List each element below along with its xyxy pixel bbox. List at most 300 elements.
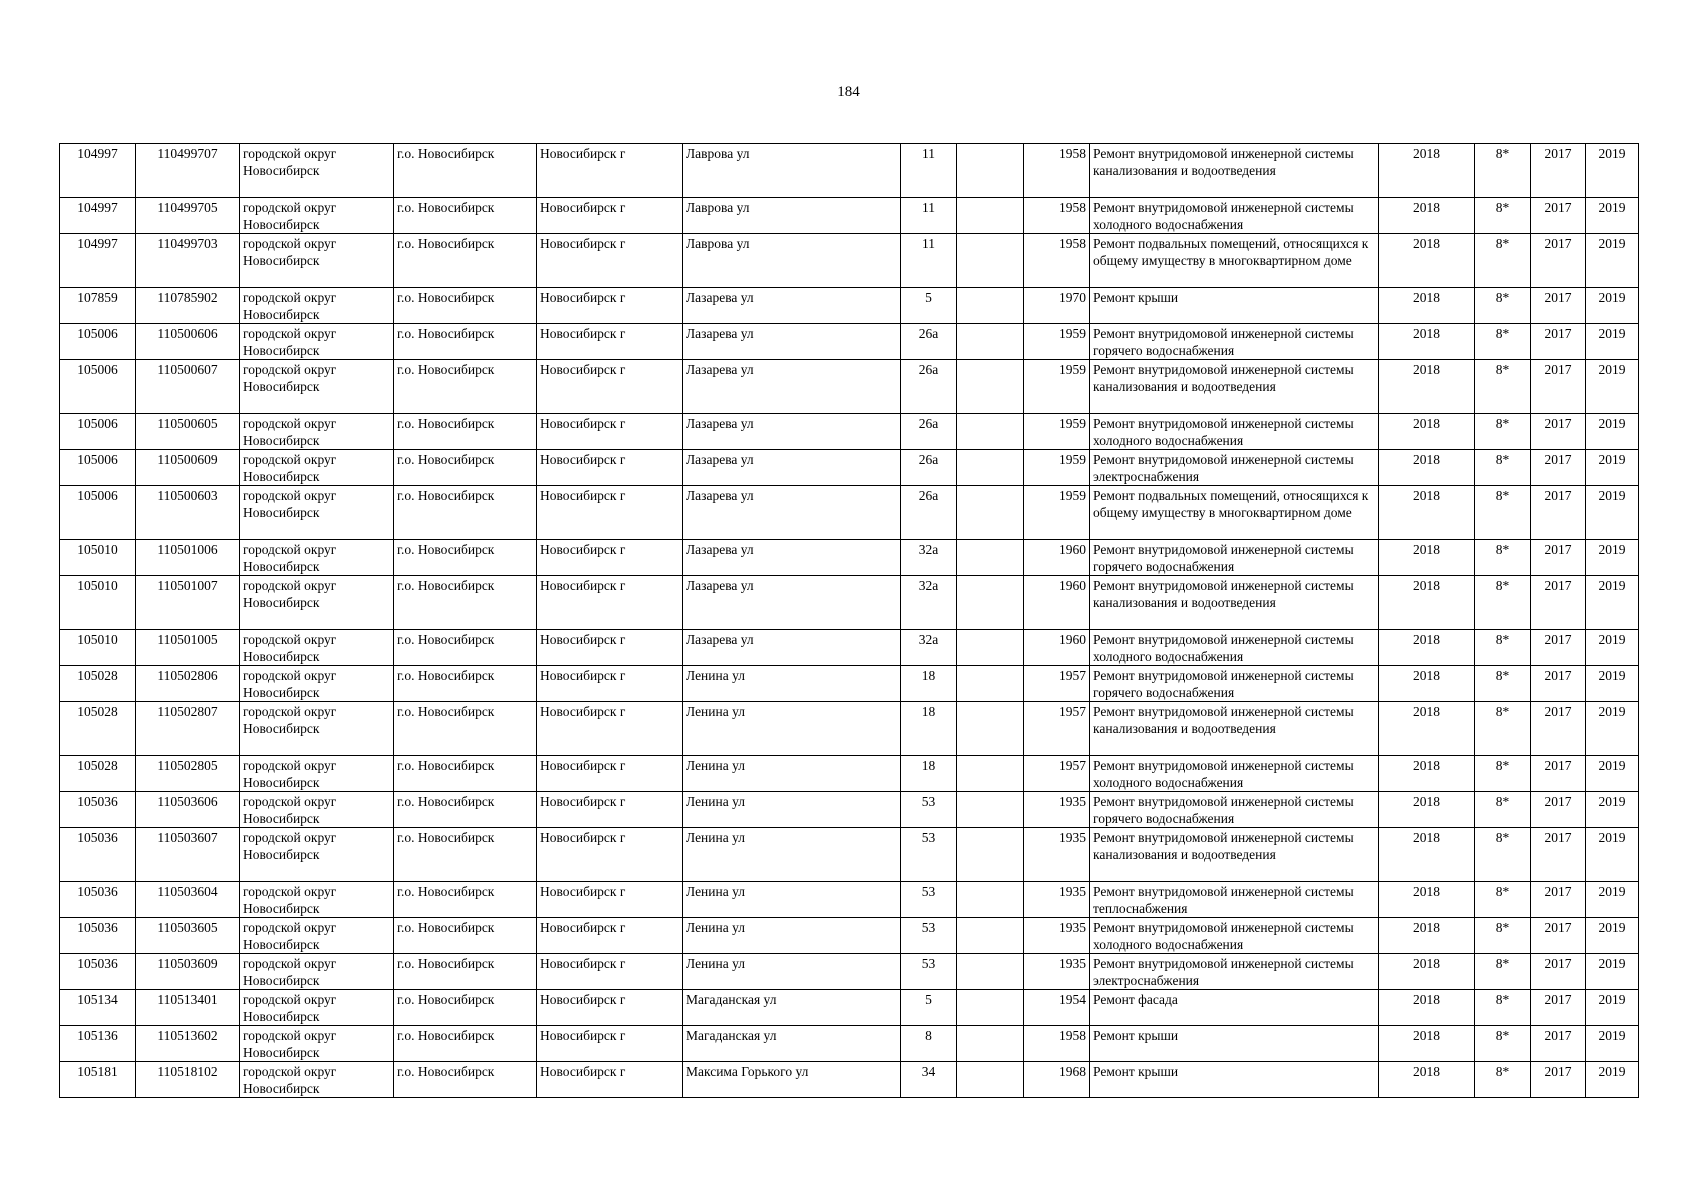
- settlement-cell: Новосибирск г: [537, 882, 683, 918]
- table-row: [60, 450, 1639, 486]
- house-number-cell: 53: [901, 954, 957, 990]
- note-cell: 8*: [1475, 450, 1531, 486]
- work-type-cell: Ремонт внутридомовой инженерной системы канализования и водоотведения: [1090, 828, 1379, 882]
- settlement-cell: Новосибирск г: [537, 198, 683, 234]
- house-number-cell: 5: [901, 288, 957, 324]
- work-type-cell: Ремонт внутридомовой инженерной системы канализования и водоотведения: [1090, 702, 1379, 756]
- work-type-cell: Ремонт крыши: [1090, 288, 1379, 324]
- period-start-cell: 2017: [1531, 702, 1586, 756]
- table-body: [60, 144, 1639, 1098]
- municipality-cell: городской округ Новосибирск: [240, 144, 394, 198]
- period-start-cell: 2017: [1531, 882, 1586, 918]
- note-cell: 8*: [1475, 666, 1531, 702]
- table-row: [60, 414, 1639, 450]
- plan-year-cell: 2018: [1379, 828, 1475, 882]
- building-cell: [957, 828, 1024, 882]
- period-end-cell: 2019: [1586, 918, 1639, 954]
- note-cell: 8*: [1475, 954, 1531, 990]
- house-number-cell: 26а: [901, 324, 957, 360]
- build-year-cell: 1957: [1024, 702, 1090, 756]
- building-cell: [957, 414, 1024, 450]
- note-cell: 8*: [1475, 198, 1531, 234]
- period-start-cell: 2017: [1531, 450, 1586, 486]
- work-id-cell: 110503605: [136, 918, 240, 954]
- building-cell: [957, 792, 1024, 828]
- period-start-cell: 2017: [1531, 756, 1586, 792]
- table-row: [60, 918, 1639, 954]
- street-cell: Лазарева ул: [683, 324, 901, 360]
- table-row: [60, 144, 1639, 198]
- building-cell: [957, 630, 1024, 666]
- table-row: [60, 882, 1639, 918]
- street-cell: Лаврова ул: [683, 234, 901, 288]
- work-type-cell: Ремонт подвальных помещений, относящихся к общему имуществу в многоквартирном доме: [1090, 234, 1379, 288]
- district-cell: г.о. Новосибирск: [394, 702, 537, 756]
- plan-year-cell: 2018: [1379, 414, 1475, 450]
- street-cell: Лазарева ул: [683, 414, 901, 450]
- table-row: [60, 630, 1639, 666]
- building-cell: [957, 954, 1024, 990]
- settlement-cell: Новосибирск г: [537, 360, 683, 414]
- note-cell: 8*: [1475, 234, 1531, 288]
- municipality-cell: городской округ Новосибирск: [240, 918, 394, 954]
- municipality-cell: городской округ Новосибирск: [240, 954, 394, 990]
- work-id-cell: 110503609: [136, 954, 240, 990]
- period-end-cell: 2019: [1586, 702, 1639, 756]
- note-cell: 8*: [1475, 324, 1531, 360]
- street-cell: Магаданская ул: [683, 1026, 901, 1062]
- build-year-cell: 1958: [1024, 144, 1090, 198]
- period-start-cell: 2017: [1531, 792, 1586, 828]
- street-cell: Ленина ул: [683, 792, 901, 828]
- building-cell: [957, 360, 1024, 414]
- note-cell: 8*: [1475, 918, 1531, 954]
- plan-year-cell: 2018: [1379, 954, 1475, 990]
- district-cell: г.о. Новосибирск: [394, 1026, 537, 1062]
- district-cell: г.о. Новосибирск: [394, 954, 537, 990]
- build-year-cell: 1968: [1024, 1062, 1090, 1098]
- period-end-cell: 2019: [1586, 324, 1639, 360]
- district-cell: г.о. Новосибирск: [394, 414, 537, 450]
- municipality-cell: городской округ Новосибирск: [240, 234, 394, 288]
- build-year-cell: 1935: [1024, 918, 1090, 954]
- house-id-cell: 105006: [60, 360, 136, 414]
- street-cell: Лазарева ул: [683, 576, 901, 630]
- work-type-cell: Ремонт внутридомовой инженерной системы горячего водоснабжения: [1090, 324, 1379, 360]
- house-id-cell: 107859: [60, 288, 136, 324]
- build-year-cell: 1959: [1024, 360, 1090, 414]
- street-cell: Максима Горького ул: [683, 1062, 901, 1098]
- house-id-cell: 105028: [60, 666, 136, 702]
- district-cell: г.о. Новосибирск: [394, 630, 537, 666]
- plan-year-cell: 2018: [1379, 198, 1475, 234]
- table-row: [60, 756, 1639, 792]
- house-number-cell: 26а: [901, 414, 957, 450]
- house-number-cell: 11: [901, 234, 957, 288]
- house-id-cell: 105036: [60, 828, 136, 882]
- house-number-cell: 11: [901, 144, 957, 198]
- note-cell: 8*: [1475, 144, 1531, 198]
- settlement-cell: Новосибирск г: [537, 702, 683, 756]
- build-year-cell: 1960: [1024, 540, 1090, 576]
- note-cell: 8*: [1475, 630, 1531, 666]
- plan-year-cell: 2018: [1379, 990, 1475, 1026]
- work-type-cell: Ремонт внутридомовой инженерной системы холодного водоснабжения: [1090, 414, 1379, 450]
- house-id-cell: 105036: [60, 954, 136, 990]
- work-id-cell: 110518102: [136, 1062, 240, 1098]
- municipality-cell: городской округ Новосибирск: [240, 360, 394, 414]
- district-cell: г.о. Новосибирск: [394, 576, 537, 630]
- work-id-cell: 110513401: [136, 990, 240, 1026]
- period-end-cell: 2019: [1586, 360, 1639, 414]
- plan-year-cell: 2018: [1379, 792, 1475, 828]
- district-cell: г.о. Новосибирск: [394, 828, 537, 882]
- municipality-cell: городской округ Новосибирск: [240, 666, 394, 702]
- table-row: [60, 234, 1639, 288]
- period-start-cell: 2017: [1531, 666, 1586, 702]
- build-year-cell: 1935: [1024, 882, 1090, 918]
- work-id-cell: 110503604: [136, 882, 240, 918]
- building-cell: [957, 324, 1024, 360]
- building-cell: [957, 234, 1024, 288]
- building-cell: [957, 882, 1024, 918]
- house-number-cell: 32а: [901, 630, 957, 666]
- house-id-cell: 105181: [60, 1062, 136, 1098]
- settlement-cell: Новосибирск г: [537, 324, 683, 360]
- house-id-cell: 105134: [60, 990, 136, 1026]
- municipality-cell: городской округ Новосибирск: [240, 450, 394, 486]
- period-start-cell: 2017: [1531, 360, 1586, 414]
- period-start-cell: 2017: [1531, 1026, 1586, 1062]
- work-type-cell: Ремонт внутридомовой инженерной системы электроснабжения: [1090, 450, 1379, 486]
- work-id-cell: 110503607: [136, 828, 240, 882]
- period-end-cell: 2019: [1586, 144, 1639, 198]
- district-cell: г.о. Новосибирск: [394, 324, 537, 360]
- municipality-cell: городской округ Новосибирск: [240, 702, 394, 756]
- municipality-cell: городской округ Новосибирск: [240, 540, 394, 576]
- house-id-cell: 105006: [60, 450, 136, 486]
- period-end-cell: 2019: [1586, 450, 1639, 486]
- note-cell: 8*: [1475, 1062, 1531, 1098]
- settlement-cell: Новосибирск г: [537, 234, 683, 288]
- plan-year-cell: 2018: [1379, 918, 1475, 954]
- district-cell: г.о. Новосибирск: [394, 918, 537, 954]
- work-type-cell: Ремонт подвальных помещений, относящихся к общему имуществу в многоквартирном доме: [1090, 486, 1379, 540]
- district-cell: г.о. Новосибирск: [394, 450, 537, 486]
- work-type-cell: Ремонт внутридомовой инженерной системы электроснабжения: [1090, 954, 1379, 990]
- district-cell: г.о. Новосибирск: [394, 144, 537, 198]
- house-number-cell: 11: [901, 198, 957, 234]
- house-id-cell: 105036: [60, 918, 136, 954]
- building-cell: [957, 450, 1024, 486]
- building-cell: [957, 918, 1024, 954]
- street-cell: Лазарева ул: [683, 360, 901, 414]
- settlement-cell: Новосибирск г: [537, 954, 683, 990]
- table-row: [60, 288, 1639, 324]
- work-type-cell: Ремонт внутридомовой инженерной системы горячего водоснабжения: [1090, 666, 1379, 702]
- building-cell: [957, 990, 1024, 1026]
- work-id-cell: 110499703: [136, 234, 240, 288]
- period-start-cell: 2017: [1531, 1062, 1586, 1098]
- work-type-cell: Ремонт крыши: [1090, 1026, 1379, 1062]
- note-cell: 8*: [1475, 756, 1531, 792]
- table-row: [60, 792, 1639, 828]
- work-id-cell: 110502805: [136, 756, 240, 792]
- work-id-cell: 110500606: [136, 324, 240, 360]
- build-year-cell: 1970: [1024, 288, 1090, 324]
- period-end-cell: 2019: [1586, 414, 1639, 450]
- work-type-cell: Ремонт внутридомовой инженерной системы холодного водоснабжения: [1090, 630, 1379, 666]
- table-row: [60, 702, 1639, 756]
- work-id-cell: 110513602: [136, 1026, 240, 1062]
- house-number-cell: 26а: [901, 360, 957, 414]
- plan-year-cell: 2018: [1379, 576, 1475, 630]
- street-cell: Ленина ул: [683, 702, 901, 756]
- street-cell: Лаврова ул: [683, 198, 901, 234]
- plan-year-cell: 2018: [1379, 666, 1475, 702]
- build-year-cell: 1960: [1024, 576, 1090, 630]
- municipality-cell: городской округ Новосибирск: [240, 1062, 394, 1098]
- period-end-cell: 2019: [1586, 990, 1639, 1026]
- house-id-cell: 104997: [60, 198, 136, 234]
- period-end-cell: 2019: [1586, 630, 1639, 666]
- settlement-cell: Новосибирск г: [537, 630, 683, 666]
- settlement-cell: Новосибирск г: [537, 1062, 683, 1098]
- district-cell: г.о. Новосибирск: [394, 792, 537, 828]
- municipality-cell: городской округ Новосибирск: [240, 756, 394, 792]
- settlement-cell: Новосибирск г: [537, 792, 683, 828]
- house-number-cell: 5: [901, 990, 957, 1026]
- build-year-cell: 1935: [1024, 828, 1090, 882]
- municipality-cell: городской округ Новосибирск: [240, 198, 394, 234]
- settlement-cell: Новосибирск г: [537, 540, 683, 576]
- build-year-cell: 1959: [1024, 324, 1090, 360]
- work-id-cell: 110501006: [136, 540, 240, 576]
- work-id-cell: 110501007: [136, 576, 240, 630]
- house-id-cell: 105028: [60, 756, 136, 792]
- plan-year-cell: 2018: [1379, 702, 1475, 756]
- house-id-cell: 105010: [60, 540, 136, 576]
- settlement-cell: Новосибирск г: [537, 666, 683, 702]
- plan-year-cell: 2018: [1379, 486, 1475, 540]
- work-id-cell: 110499705: [136, 198, 240, 234]
- building-cell: [957, 540, 1024, 576]
- work-id-cell: 110501005: [136, 630, 240, 666]
- period-end-cell: 2019: [1586, 828, 1639, 882]
- build-year-cell: 1957: [1024, 666, 1090, 702]
- house-id-cell: 105006: [60, 486, 136, 540]
- period-start-cell: 2017: [1531, 990, 1586, 1026]
- district-cell: г.о. Новосибирск: [394, 540, 537, 576]
- building-cell: [957, 666, 1024, 702]
- district-cell: г.о. Новосибирск: [394, 234, 537, 288]
- work-type-cell: Ремонт крыши: [1090, 1062, 1379, 1098]
- settlement-cell: Новосибирск г: [537, 1026, 683, 1062]
- table-row: [60, 666, 1639, 702]
- district-cell: г.о. Новосибирск: [394, 486, 537, 540]
- building-cell: [957, 756, 1024, 792]
- house-number-cell: 34: [901, 1062, 957, 1098]
- work-type-cell: Ремонт фасада: [1090, 990, 1379, 1026]
- period-start-cell: 2017: [1531, 540, 1586, 576]
- note-cell: 8*: [1475, 990, 1531, 1026]
- house-id-cell: 105006: [60, 324, 136, 360]
- house-number-cell: 32а: [901, 576, 957, 630]
- plan-year-cell: 2018: [1379, 882, 1475, 918]
- period-end-cell: 2019: [1586, 576, 1639, 630]
- repair-schedule-table: [59, 143, 1639, 1098]
- settlement-cell: Новосибирск г: [537, 144, 683, 198]
- municipality-cell: городской округ Новосибирск: [240, 288, 394, 324]
- note-cell: 8*: [1475, 702, 1531, 756]
- building-cell: [957, 144, 1024, 198]
- municipality-cell: городской округ Новосибирск: [240, 414, 394, 450]
- period-start-cell: 2017: [1531, 234, 1586, 288]
- work-id-cell: 110785902: [136, 288, 240, 324]
- plan-year-cell: 2018: [1379, 144, 1475, 198]
- street-cell: Лазарева ул: [683, 630, 901, 666]
- period-start-cell: 2017: [1531, 144, 1586, 198]
- street-cell: Ленина ул: [683, 954, 901, 990]
- district-cell: г.о. Новосибирск: [394, 360, 537, 414]
- plan-year-cell: 2018: [1379, 450, 1475, 486]
- note-cell: 8*: [1475, 288, 1531, 324]
- plan-year-cell: 2018: [1379, 540, 1475, 576]
- work-id-cell: 110500605: [136, 414, 240, 450]
- municipality-cell: городской округ Новосибирск: [240, 630, 394, 666]
- house-number-cell: 53: [901, 882, 957, 918]
- district-cell: г.о. Новосибирск: [394, 666, 537, 702]
- work-type-cell: Ремонт внутридомовой инженерной системы теплоснабжения: [1090, 882, 1379, 918]
- table-row: [60, 990, 1639, 1026]
- street-cell: Ленина ул: [683, 918, 901, 954]
- municipality-cell: городской округ Новосибирск: [240, 792, 394, 828]
- settlement-cell: Новосибирск г: [537, 918, 683, 954]
- work-id-cell: 110502806: [136, 666, 240, 702]
- table-row: [60, 198, 1639, 234]
- building-cell: [957, 1026, 1024, 1062]
- build-year-cell: 1935: [1024, 954, 1090, 990]
- house-id-cell: 105036: [60, 882, 136, 918]
- building-cell: [957, 198, 1024, 234]
- build-year-cell: 1957: [1024, 756, 1090, 792]
- settlement-cell: Новосибирск г: [537, 414, 683, 450]
- house-id-cell: 104997: [60, 144, 136, 198]
- building-cell: [957, 486, 1024, 540]
- street-cell: Лазарева ул: [683, 288, 901, 324]
- settlement-cell: Новосибирск г: [537, 828, 683, 882]
- district-cell: г.о. Новосибирск: [394, 990, 537, 1026]
- period-end-cell: 2019: [1586, 792, 1639, 828]
- build-year-cell: 1954: [1024, 990, 1090, 1026]
- period-end-cell: 2019: [1586, 288, 1639, 324]
- building-cell: [957, 576, 1024, 630]
- period-start-cell: 2017: [1531, 288, 1586, 324]
- period-end-cell: 2019: [1586, 882, 1639, 918]
- period-end-cell: 2019: [1586, 540, 1639, 576]
- house-number-cell: 32а: [901, 540, 957, 576]
- table-row: [60, 1062, 1639, 1098]
- work-type-cell: Ремонт внутридомовой инженерной системы горячего водоснабжения: [1090, 792, 1379, 828]
- municipality-cell: городской округ Новосибирск: [240, 828, 394, 882]
- period-start-cell: 2017: [1531, 414, 1586, 450]
- note-cell: 8*: [1475, 540, 1531, 576]
- municipality-cell: городской округ Новосибирск: [240, 1026, 394, 1062]
- work-id-cell: 110500607: [136, 360, 240, 414]
- municipality-cell: городской округ Новосибирск: [240, 990, 394, 1026]
- house-number-cell: 53: [901, 828, 957, 882]
- plan-year-cell: 2018: [1379, 324, 1475, 360]
- house-id-cell: 104997: [60, 234, 136, 288]
- building-cell: [957, 288, 1024, 324]
- municipality-cell: городской округ Новосибирск: [240, 486, 394, 540]
- period-end-cell: 2019: [1586, 198, 1639, 234]
- house-number-cell: 18: [901, 756, 957, 792]
- note-cell: 8*: [1475, 414, 1531, 450]
- table-row: [60, 324, 1639, 360]
- note-cell: 8*: [1475, 828, 1531, 882]
- build-year-cell: 1935: [1024, 792, 1090, 828]
- building-cell: [957, 1062, 1024, 1098]
- district-cell: г.о. Новосибирск: [394, 198, 537, 234]
- period-start-cell: 2017: [1531, 576, 1586, 630]
- period-end-cell: 2019: [1586, 1026, 1639, 1062]
- house-number-cell: 18: [901, 666, 957, 702]
- street-cell: Ленина ул: [683, 882, 901, 918]
- municipality-cell: городской округ Новосибирск: [240, 576, 394, 630]
- house-number-cell: 26а: [901, 486, 957, 540]
- period-end-cell: 2019: [1586, 1062, 1639, 1098]
- work-type-cell: Ремонт внутридомовой инженерной системы холодного водоснабжения: [1090, 198, 1379, 234]
- work-id-cell: 110500603: [136, 486, 240, 540]
- table-row: [60, 828, 1639, 882]
- plan-year-cell: 2018: [1379, 1062, 1475, 1098]
- street-cell: Ленина ул: [683, 756, 901, 792]
- house-id-cell: 105006: [60, 414, 136, 450]
- settlement-cell: Новосибирск г: [537, 288, 683, 324]
- house-id-cell: 105036: [60, 792, 136, 828]
- plan-year-cell: 2018: [1379, 360, 1475, 414]
- period-end-cell: 2019: [1586, 954, 1639, 990]
- build-year-cell: 1958: [1024, 198, 1090, 234]
- building-cell: [957, 702, 1024, 756]
- district-cell: г.о. Новосибирск: [394, 756, 537, 792]
- period-start-cell: 2017: [1531, 954, 1586, 990]
- period-start-cell: 2017: [1531, 918, 1586, 954]
- note-cell: 8*: [1475, 882, 1531, 918]
- street-cell: Магаданская ул: [683, 990, 901, 1026]
- period-end-cell: 2019: [1586, 756, 1639, 792]
- house-number-cell: 53: [901, 918, 957, 954]
- district-cell: г.о. Новосибирск: [394, 288, 537, 324]
- work-id-cell: 110502807: [136, 702, 240, 756]
- period-start-cell: 2017: [1531, 486, 1586, 540]
- build-year-cell: 1960: [1024, 630, 1090, 666]
- street-cell: Лазарева ул: [683, 486, 901, 540]
- period-start-cell: 2017: [1531, 630, 1586, 666]
- work-id-cell: 110500609: [136, 450, 240, 486]
- work-type-cell: Ремонт внутридомовой инженерной системы холодного водоснабжения: [1090, 918, 1379, 954]
- build-year-cell: 1959: [1024, 486, 1090, 540]
- table-row: [60, 1026, 1639, 1062]
- plan-year-cell: 2018: [1379, 756, 1475, 792]
- plan-year-cell: 2018: [1379, 630, 1475, 666]
- build-year-cell: 1959: [1024, 414, 1090, 450]
- period-start-cell: 2017: [1531, 324, 1586, 360]
- house-number-cell: 18: [901, 702, 957, 756]
- build-year-cell: 1959: [1024, 450, 1090, 486]
- street-cell: Лазарева ул: [683, 450, 901, 486]
